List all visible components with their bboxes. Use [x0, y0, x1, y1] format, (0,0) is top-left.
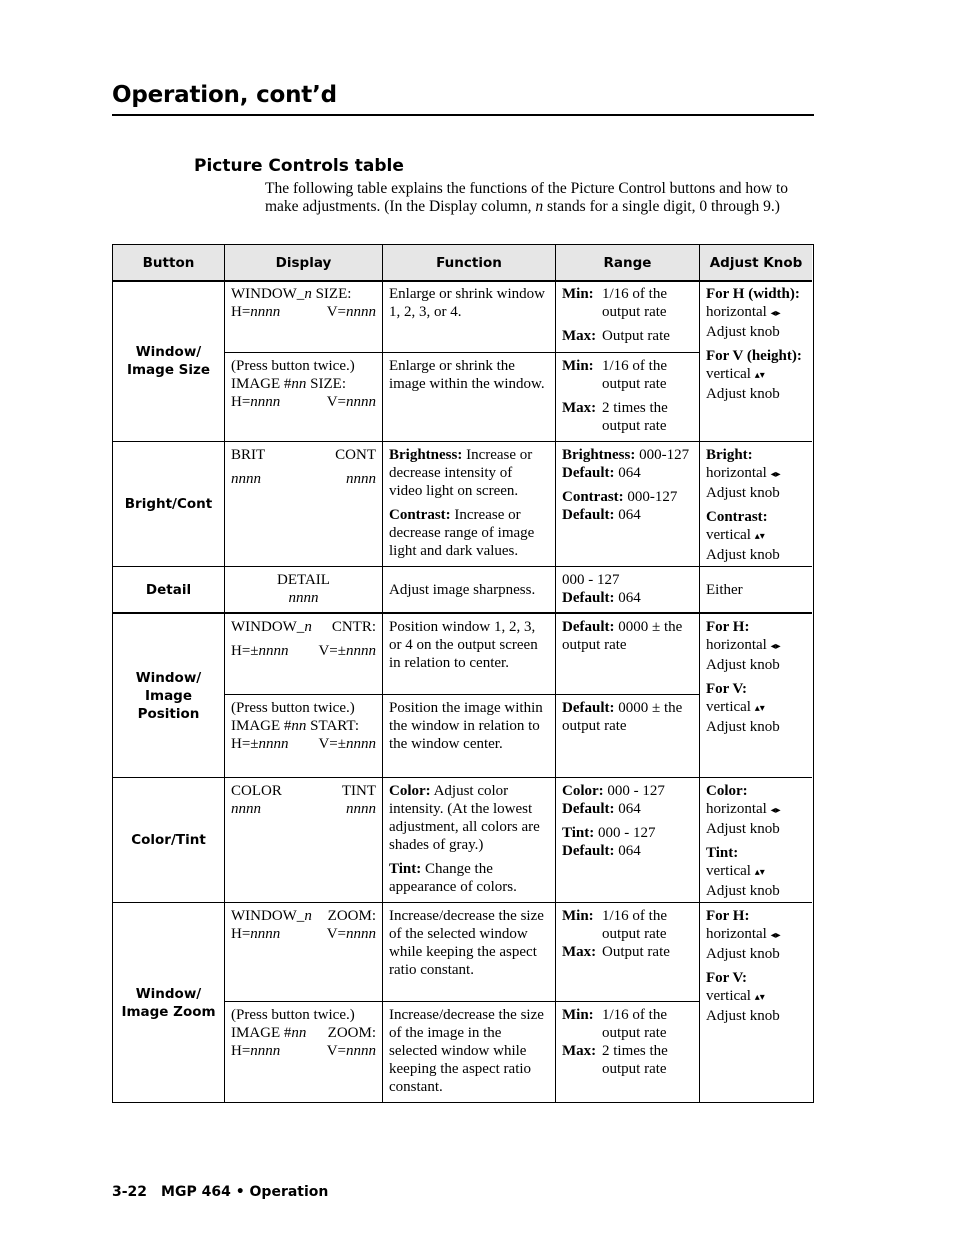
header-button: Button	[113, 245, 225, 280]
function-window-position: Position window 1, 2, 3, or 4 on the output screen in relation to center.	[389, 619, 538, 671]
knob-color-tint: Color: horizontal ◂▸ Adjust knob Tint: vertical ▴▾ Adjust knob	[706, 783, 781, 899]
range-color-tint: Color: 000 - 127 Default: 064 Tint: 000 - 127 Default: 064	[562, 783, 665, 859]
display-bright-cont: BRIT CONT nnnn nnnn	[231, 447, 376, 487]
vertical-arrows-icon: ▴▾	[754, 703, 765, 714]
display-detail: DETAIL nnnn	[277, 572, 330, 606]
function-bright-cont: Brightness: Increase or decrease intensity of video light on screen. Contrast: Increase or decrease range of image light and dark values.	[389, 447, 535, 559]
page-footer	[112, 1184, 328, 1200]
function-window-zoom: Increase/decrease the size of the selected window while keeping the aspect ratio constant.	[389, 908, 544, 978]
vertical-arrows-icon: ▴▾	[754, 992, 765, 1003]
button-window-image-size: Window/ Image Size	[126, 344, 211, 378]
knob-bright-cont: Bright: horizontal ◂▸ Adjust knob Contrast: vertical ▴▾ Adjust knob	[706, 447, 781, 563]
knob-detail: Either	[706, 581, 743, 598]
vertical-arrows-icon: ▴▾	[754, 867, 765, 878]
button-color-tint: Color/Tint	[131, 832, 206, 848]
intro-paragraph	[265, 180, 813, 216]
intro-text-a: The following table explains the functions of the Picture Control buttons and how to make adjustments. (In the Display column,	[265, 180, 789, 215]
function-image-size: Enlarge or shrink the image within the window.	[389, 358, 545, 392]
range-window-zoom: Min: 1/16 of the output rate Max: Output rate	[562, 908, 670, 960]
vertical-arrows-icon: ▴▾	[754, 531, 765, 542]
range-image-zoom: Min: 1/16 of the output rate Max: 2 times the output rate	[562, 1007, 668, 1077]
intro-n: n	[535, 198, 544, 215]
intro-text-b: stands for a single digit, 0 through 9.)	[543, 198, 780, 215]
page-title: Operation, cont’d	[112, 82, 337, 108]
range-image-position: Default: 0000 ± the output rate	[562, 700, 683, 734]
button-detail: Detail	[145, 581, 192, 598]
header-adjust-knob: Adjust Knob	[700, 245, 812, 280]
page-number: 3-22	[112, 1184, 148, 1200]
horizontal-arrows-icon: ◂▸	[770, 805, 781, 816]
function-window-size: Enlarge or shrink window 1, 2, 3, or 4.	[389, 286, 545, 320]
range-image-size: Min: 1/16 of the output rate Max: 2 times the output rate	[562, 358, 668, 434]
display-image-zoom: (Press button twice.) IMAGE #nn ZOOM: H=nnnn V=nnnn	[231, 1007, 376, 1059]
range-detail: 000 - 127 Default: 064	[562, 572, 641, 606]
button-window-image-position: Window/ Image Position	[135, 669, 202, 722]
function-color-tint: Color: Adjust color intensity. (At the lowest adjustment, all colors are shades of gray.) Tint: Change the appearance of colors.	[389, 783, 540, 895]
vertical-arrows-icon: ▴▾	[754, 370, 765, 381]
picture-controls-table	[112, 244, 814, 1103]
range-bright-cont: Brightness: 000-127 Default: 064 Contrast: 000-127 Default: 064	[562, 447, 690, 523]
function-detail: Adjust image sharpness.	[389, 581, 536, 598]
display-window-position: WINDOW_n CNTR: H=±nnnn V=±nnnn	[231, 619, 376, 659]
function-image-position: Position the image within the window in relation to the window center.	[389, 700, 543, 752]
header-function: Function	[383, 245, 556, 280]
horizontal-arrows-icon: ◂▸	[770, 930, 781, 941]
button-window-image-zoom: Window/ Image Zoom	[121, 985, 216, 1020]
horizontal-arrows-icon: ◂▸	[770, 308, 781, 319]
function-image-zoom: Increase/decrease the size of the image in the selected window while keeping the aspect ratio constant.	[389, 1007, 544, 1095]
button-bright-cont: Bright/Cont	[124, 496, 213, 512]
knob-window-position: For H: horizontal ◂▸ Adjust knob For V: vertical ▴▾ Adjust knob	[706, 619, 781, 735]
display-image-size: (Press button twice.) IMAGE #nn SIZE: H=nnnn V=nnnn	[231, 358, 376, 410]
display-color-tint: COLOR TINT nnnn nnnn	[231, 783, 376, 817]
horizontal-arrows-icon: ◂▸	[770, 469, 781, 480]
range-window-position: Default: 0000 ± the output rate	[562, 619, 683, 653]
knob-window-zoom: For H: horizontal ◂▸ Adjust knob For V: vertical ▴▾ Adjust knob	[706, 908, 781, 1024]
footer-title: MGP 464 • Operation	[161, 1184, 329, 1200]
display-window-size: WINDOW_n SIZE: H=nnnn V=nnnn	[231, 286, 376, 320]
display-window-zoom: WINDOW_n ZOOM: H=nnnn V=nnnn	[231, 908, 376, 942]
range-window-size: Min: 1/16 of the output rate Max: Output rate	[562, 286, 670, 344]
knob-window-size: For H (width): horizontal ◂▸ Adjust knob For V (height): vertical ▴▾ Adjust knob	[706, 286, 802, 402]
header-range: Range	[556, 245, 700, 280]
display-image-position: (Press button twice.) IMAGE #nn START: H=±nnnn V=±nnnn	[231, 700, 376, 752]
horizontal-arrows-icon: ◂▸	[770, 641, 781, 652]
header-rule	[112, 114, 814, 116]
header-display: Display	[225, 245, 383, 280]
section-title: Picture Controls table	[194, 156, 404, 176]
